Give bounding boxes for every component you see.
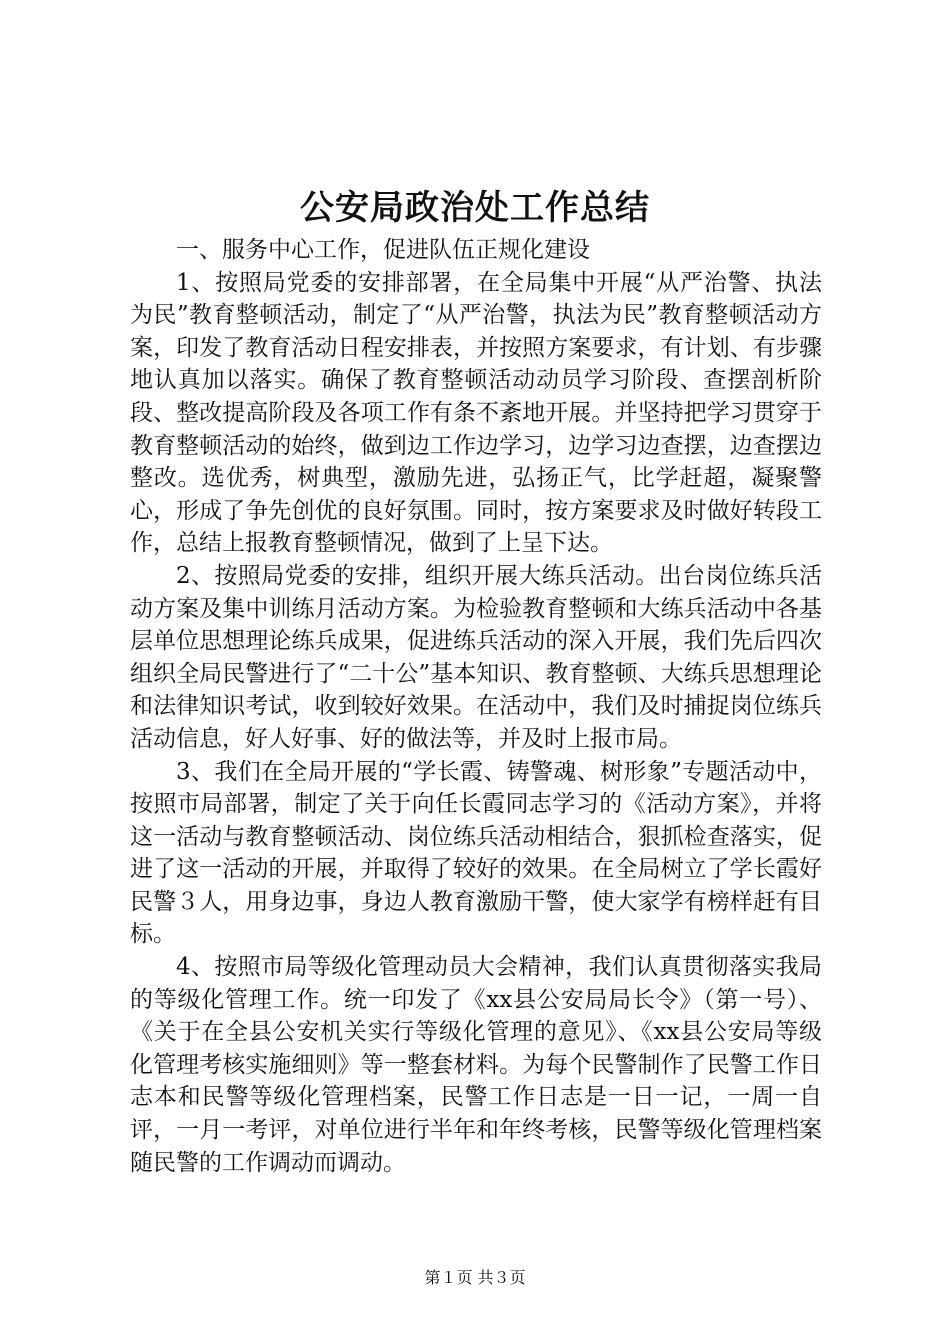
document-title: 公安局政治处工作总结 [300, 188, 650, 228]
paragraph-3: 3、我们在全局开展的“学长霞、铸警魂、树形象”专题活动中，按照市局部署，制定了关于向任长霞同志学习的《活动方案》，并将这一活动与教育整顿活动、岗位练兵活动相结合，狠抓检查落实，促进了这一活动的开展，并取得了较好的效果。在全局树立了学长霞好民警３人，用身边事，身边人教育激励干警，使大家学有榜样赶有目标。 [130, 758, 822, 948]
page-indicator: 第１页 共３页 [424, 1268, 526, 1287]
document-body [130, 234, 822, 1179]
section-heading: 一、服务中心工作，促进队伍正规化建设 [176, 237, 590, 263]
paragraph-1: 1、按照局党委的安排部署，在全局集中开展“从严治警、执法为民”教育整顿活动，制定了“从严治警，执法为民”教育整顿活动方案，印发了教育活动日程安排表，并按照方案要求，有计划、有步骤地认真加以落实。确保了教育整顿活动动员学习阶段、查摆剖析阶段、整改提高阶段及各项工作有条不紊地开展。并坚持把学习贯穿于教育整顿活动的始终，做到边工作边学习，边学习边查摆，边查摆边整改。选优秀，树典型，激励先进，弘扬正气，比学赶超，凝聚警心，形成了争先创优的良好氛围。同时，按方案要求及时做好转段工作，总结上报教育整顿情况，做到了上呈下达。 [130, 269, 822, 557]
paragraph-2: 2、按照局党委的安排，组织开展大练兵活动。出台岗位练兵活动方案及集中训练月活动方案。为检验教育整顿和大练兵活动中各基层单位思想理论练兵成果，促进练兵活动的深入开展，我们先后四次组织全局民警进行了“二十公”基本知识、教育整顿、大练兵思想理论和法律知识考试，收到较好效果。在活动中，我们及时捕捉岗位练兵活动信息，好人好事、好的做法等，并及时上报市局。 [130, 562, 822, 752]
paragraph-4: 4、按照市局等级化管理动员大会精神，我们认真贯彻落实我局的等级化管理工作。统一印发了《xx县公安局局长令》（第一号）、《关于在全县公安机关实行等级化管理的意见》、《xx县公安局等级化管理考核实施细则》等一整套材料。为每个民警制作了民警工作日志本和民警等级化管理档案，民警工作日志是一日一记，一周一自评，一月一考评，对单位进行半年和年终考核，民警等级化管理档案随民警的工作调动而调动。 [130, 954, 822, 1176]
